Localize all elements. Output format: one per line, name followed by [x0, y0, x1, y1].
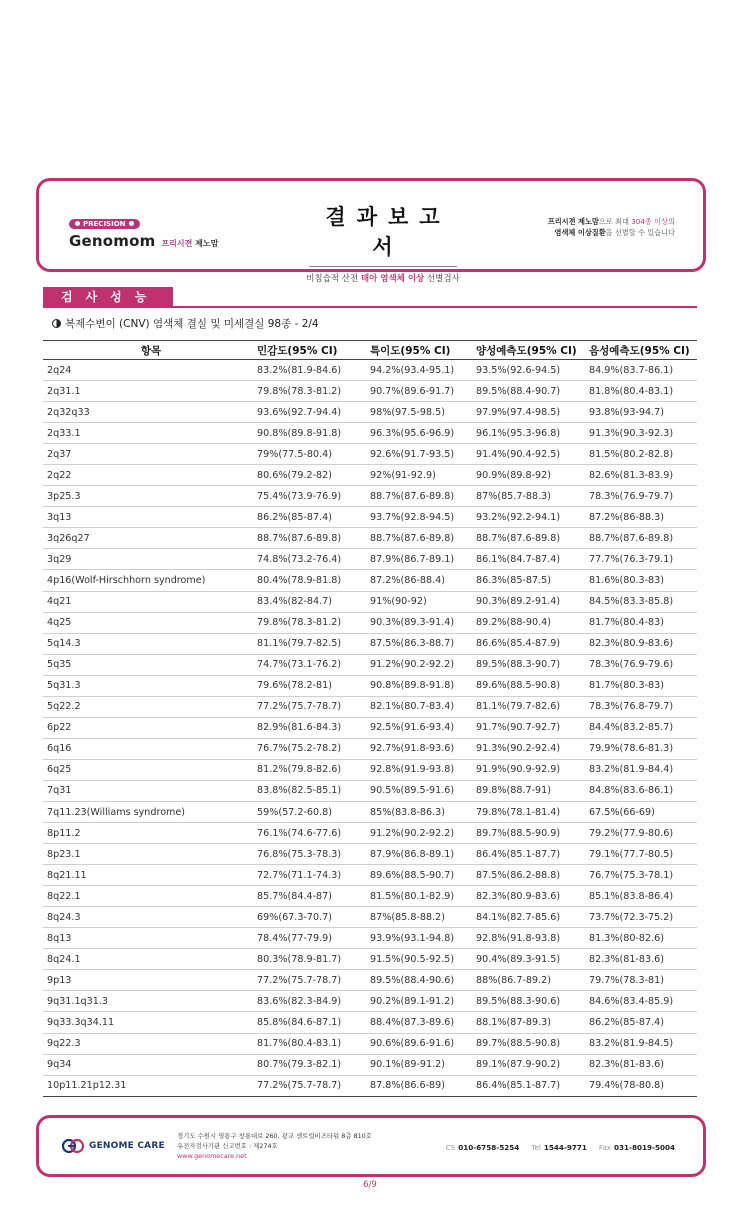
- row-ppv: 91.7%(90.7-92.7): [474, 717, 587, 738]
- table-row: [43, 591, 697, 612]
- row-ppv: 89.5%(88.3-90.6): [474, 991, 587, 1012]
- badge-dot-icon: [129, 221, 134, 226]
- row-specificity: 91.2%(90.2-92.2): [368, 654, 474, 675]
- row-ppv: 89.6%(88.5-90.8): [474, 675, 587, 696]
- row-ppv: 82.3%(80.9-83.6): [474, 886, 587, 907]
- row-specificity: 87.8%(86.6-89): [368, 1075, 474, 1096]
- row-ppv: 90.3%(89.2-91.4): [474, 591, 587, 612]
- row-sensitivity: 81.1%(79.7-82.5): [255, 633, 368, 654]
- precision-badge: [69, 219, 140, 229]
- row-sensitivity: 72.7%(71.1-74.3): [255, 865, 368, 886]
- contact-info: [446, 1143, 675, 1152]
- company-name: GENOME CARE: [89, 1141, 165, 1151]
- row-specificity: 81.5%(80.1-82.9): [368, 886, 474, 907]
- row-specificity: 90.5%(89.5-91.6): [368, 780, 474, 801]
- row-item: 2q33.1: [43, 423, 255, 444]
- row-specificity: 91%(90-92): [368, 591, 474, 612]
- row-item: 4q25: [43, 612, 255, 633]
- row-npv: 84.8%(83.6-86.1): [587, 780, 697, 801]
- row-specificity: 85%(83.8-86.3): [368, 801, 474, 822]
- cs-contact: CS 010-6758-5254: [445, 1143, 520, 1152]
- table-row: [43, 1054, 697, 1075]
- row-ppv: 90.4%(89.3-91.5): [474, 949, 587, 970]
- row-ppv: 84.1%(82.7-85.6): [474, 907, 587, 928]
- section-tag: 검사성능: [43, 287, 173, 307]
- table-row: [43, 612, 697, 633]
- table-row: [43, 696, 697, 717]
- row-item: 9q33.3q34.11: [43, 1012, 255, 1033]
- row-npv: 81.7%(80.3-83): [587, 675, 697, 696]
- table-row: [43, 738, 697, 759]
- row-specificity: 92.7%(91.8-93.6): [368, 738, 474, 759]
- page-number: 6/9: [363, 1180, 377, 1190]
- row-item: 9q22.3: [43, 1033, 255, 1054]
- row-specificity: 98%(97.5-98.5): [368, 402, 474, 423]
- row-specificity: 93.7%(92.8-94.5): [368, 507, 474, 528]
- row-npv: 79.4%(78-80.8): [587, 1075, 697, 1096]
- row-item: 3p25.3: [43, 486, 255, 507]
- row-ppv: 86.1%(84.7-87.4): [474, 549, 587, 570]
- row-ppv: 87%(85.7-88.3): [474, 486, 587, 507]
- row-specificity: 90.1%(89-91.2): [368, 1054, 474, 1075]
- row-specificity: 88.7%(87.6-89.8): [368, 486, 474, 507]
- row-specificity: 87.2%(86-88.4): [368, 570, 474, 591]
- table-row: [43, 1033, 697, 1054]
- row-specificity: 89.6%(88.5-90.7): [368, 865, 474, 886]
- row-ppv: 91.9%(90.9-92.9): [474, 759, 587, 780]
- row-ppv: 86.4%(85.1-87.7): [474, 844, 587, 865]
- report-footer: [36, 1115, 706, 1177]
- row-sensitivity: 83.4%(82-84.7): [255, 591, 368, 612]
- table-row: [43, 928, 697, 949]
- row-item: 9q34: [43, 1054, 255, 1075]
- website-link[interactable]: www.genomecare.net: [177, 1152, 247, 1160]
- row-npv: 84.9%(83.7-86.1): [587, 360, 697, 381]
- row-ppv: 87.5%(86.2-88.8): [474, 865, 587, 886]
- logo-wordmark: Genomom: [69, 232, 156, 250]
- row-sensitivity: 81.7%(80.4-83.1): [255, 1033, 368, 1054]
- table-row: [43, 1012, 697, 1033]
- license-line: 유전자검사기관 신고번호 : 제274호: [177, 1142, 278, 1150]
- row-ppv: 89.1%(87.9-90.2): [474, 1054, 587, 1075]
- row-npv: 86.2%(85-87.4): [587, 1012, 697, 1033]
- row-ppv: 88.7%(87.6-89.8): [474, 528, 587, 549]
- row-item: 8p23.1: [43, 844, 255, 865]
- table-row: [43, 423, 697, 444]
- row-npv: 83.2%(81.9-84.5): [587, 1033, 697, 1054]
- row-ppv: 86.6%(85.4-87.9): [474, 633, 587, 654]
- row-specificity: 90.6%(89.6-91.6): [368, 1033, 474, 1054]
- table-row: [43, 823, 697, 844]
- row-item: 3q26q27: [43, 528, 255, 549]
- row-npv: 85.1%(83.8-86.4): [587, 886, 697, 907]
- row-ppv: 89.2%(88-90.4): [474, 612, 587, 633]
- address-line: 경기도 수원시 영통구 창룡대로 260, 광교 센트럴비즈타워 8층 810호: [177, 1132, 372, 1140]
- col-header-specificity: 특이도(95% CI): [368, 341, 474, 360]
- genomecare-logo: [61, 1138, 165, 1154]
- row-sensitivity: 93.6%(92.7-94.4): [255, 402, 368, 423]
- report-title-block: [301, 201, 465, 284]
- col-header-item: 항목: [43, 341, 255, 360]
- row-npv: 79.7%(78.3-81): [587, 970, 697, 991]
- row-item: 5q14.3: [43, 633, 255, 654]
- row-item: 2q24: [43, 360, 255, 381]
- table-row: [43, 907, 697, 928]
- table-row: [43, 654, 697, 675]
- table-row: [43, 717, 697, 738]
- table-row: [43, 949, 697, 970]
- row-specificity: 90.7%(89.6-91.7): [368, 381, 474, 402]
- row-sensitivity: 83.6%(82.3-84.9): [255, 991, 368, 1012]
- row-npv: 81.3%(80-82.6): [587, 928, 697, 949]
- row-npv: 82.3%(81-83.6): [587, 1054, 697, 1075]
- row-npv: 84.5%(83.3-85.8): [587, 591, 697, 612]
- table-row: [43, 507, 697, 528]
- row-specificity: 96.3%(95.6-96.9): [368, 423, 474, 444]
- row-sensitivity: 79.6%(78.2-81): [255, 675, 368, 696]
- row-ppv: 79.8%(78.1-81.4): [474, 801, 587, 822]
- row-sensitivity: 76.1%(74.6-77.6): [255, 823, 368, 844]
- row-ppv: 86.4%(85.1-87.7): [474, 1075, 587, 1096]
- row-item: 7q11.23(Williams syndrome): [43, 801, 255, 822]
- row-ppv: 88%(86.7-89.2): [474, 970, 587, 991]
- table-row: [43, 675, 697, 696]
- table-row: [43, 549, 697, 570]
- row-ppv: 89.5%(88.4-90.7): [474, 381, 587, 402]
- table-row: [43, 381, 697, 402]
- row-sensitivity: 79%(77.5-80.4): [255, 444, 368, 465]
- row-npv: 93.8%(93-94.7): [587, 402, 697, 423]
- row-item: 8q22.1: [43, 886, 255, 907]
- col-header-npv: 음성예측도(95% CI): [587, 341, 697, 360]
- row-specificity: 92.8%(91.9-93.8): [368, 759, 474, 780]
- row-sensitivity: 80.3%(78.9-81.7): [255, 949, 368, 970]
- row-npv: 79.9%(78.6-81.3): [587, 738, 697, 759]
- report-header: [36, 178, 706, 284]
- table-row: [43, 528, 697, 549]
- row-item: 8q21.11: [43, 865, 255, 886]
- row-npv: 87.2%(86-88.3): [587, 507, 697, 528]
- row-npv: 81.8%(80.4-83.1): [587, 381, 697, 402]
- col-header-sensitivity: 민감도(95% CI): [255, 341, 368, 360]
- row-item: 3q29: [43, 549, 255, 570]
- row-sensitivity: 74.7%(73.1-76.2): [255, 654, 368, 675]
- row-ppv: 81.1%(79.7-82.6): [474, 696, 587, 717]
- row-sensitivity: 85.8%(84.6-87.1): [255, 1012, 368, 1033]
- row-sensitivity: 76.7%(75.2-78.2): [255, 738, 368, 759]
- row-npv: 79.1%(77.7-80.5): [587, 844, 697, 865]
- table-header-row: [43, 341, 697, 360]
- col-header-ppv: 양성예측도(95% CI): [474, 341, 587, 360]
- performance-table: [43, 340, 697, 1097]
- row-ppv: 88.1%(87-89.3): [474, 1012, 587, 1033]
- row-ppv: 92.8%(91.8-93.8): [474, 928, 587, 949]
- row-ppv: 89.5%(88.3-90.7): [474, 654, 587, 675]
- row-item: 5q35: [43, 654, 255, 675]
- row-sensitivity: 88.7%(87.6-89.8): [255, 528, 368, 549]
- row-specificity: 91.5%(90.5-92.5): [368, 949, 474, 970]
- row-specificity: 90.8%(89.8-91.8): [368, 675, 474, 696]
- row-ppv: 91.4%(90.4-92.5): [474, 444, 587, 465]
- table-row: [43, 1075, 697, 1096]
- row-sensitivity: 83.8%(82.5-85.1): [255, 780, 368, 801]
- row-npv: 78.3%(76.8-79.7): [587, 696, 697, 717]
- row-specificity: 92%(91-92.9): [368, 465, 474, 486]
- row-ppv: 86.3%(85-87.5): [474, 570, 587, 591]
- row-npv: 81.6%(80.3-83): [587, 570, 697, 591]
- precision-label: PRECISION: [83, 219, 126, 228]
- row-npv: 67.5%(66-69): [587, 801, 697, 822]
- row-specificity: 93.9%(93.1-94.8): [368, 928, 474, 949]
- row-ppv: 89.7%(88.5-90.8): [474, 1033, 587, 1054]
- row-npv: 73.7%(72.3-75.2): [587, 907, 697, 928]
- row-item: 4p16(Wolf-Hirschhorn syndrome): [43, 570, 255, 591]
- row-item: 5q31.3: [43, 675, 255, 696]
- row-item: 6p22: [43, 717, 255, 738]
- row-sensitivity: 85.7%(84.4-87): [255, 886, 368, 907]
- row-specificity: 90.2%(89.1-91.2): [368, 991, 474, 1012]
- row-item: 9p13: [43, 970, 255, 991]
- genomom-logo: [69, 211, 218, 250]
- row-item: 5q22.2: [43, 696, 255, 717]
- row-item: 2q37: [43, 444, 255, 465]
- row-item: 10p11.21p12.31: [43, 1075, 255, 1096]
- row-ppv: 89.7%(88.5-90.9): [474, 823, 587, 844]
- row-specificity: 82.1%(80.7-83.4): [368, 696, 474, 717]
- row-npv: 76.7%(75.3-78.1): [587, 865, 697, 886]
- report-title: 결과보고서: [325, 205, 451, 259]
- row-specificity: 87%(85.8-88.2): [368, 907, 474, 928]
- table-row: [43, 465, 697, 486]
- row-sensitivity: 83.2%(81.9-84.6): [255, 360, 368, 381]
- table-row: [43, 970, 697, 991]
- table-caption: [52, 316, 319, 331]
- row-sensitivity: 78.4%(77-79.9): [255, 928, 368, 949]
- row-ppv: 93.2%(92.2-94.1): [474, 507, 587, 528]
- row-sensitivity: 74.8%(73.2-76.4): [255, 549, 368, 570]
- row-specificity: 90.3%(89.3-91.4): [368, 612, 474, 633]
- tel-contact: Tel 1544-9771: [531, 1143, 587, 1152]
- row-sensitivity: 77.2%(75.7-78.7): [255, 696, 368, 717]
- row-npv: 81.5%(80.2-82.8): [587, 444, 697, 465]
- row-npv: 79.2%(77.9-80.6): [587, 823, 697, 844]
- table-row: [43, 759, 697, 780]
- row-sensitivity: 80.6%(79.2-82): [255, 465, 368, 486]
- row-ppv: 90.9%(89.8-92): [474, 465, 587, 486]
- row-specificity: 87.5%(86.3-88.7): [368, 633, 474, 654]
- table-row: [43, 444, 697, 465]
- row-npv: 78.3%(76.9-79.6): [587, 654, 697, 675]
- row-sensitivity: 82.9%(81.6-84.3): [255, 717, 368, 738]
- row-ppv: 89.8%(88.7-91): [474, 780, 587, 801]
- table-row: [43, 844, 697, 865]
- badge-dot-icon: [75, 221, 80, 226]
- table-row: [43, 991, 697, 1012]
- row-item: 7q31: [43, 780, 255, 801]
- row-specificity: 92.6%(91.7-93.5): [368, 444, 474, 465]
- row-sensitivity: 77.2%(75.7-78.7): [255, 970, 368, 991]
- row-sensitivity: 59%(57.2-60.8): [255, 801, 368, 822]
- row-npv: 88.7%(87.6-89.8): [587, 528, 697, 549]
- report-subtitle: 비침습적 산전 태아 염색체 이상 선별검사: [306, 274, 460, 284]
- row-item: 8p11.2: [43, 823, 255, 844]
- table-row: [43, 780, 697, 801]
- table-row: [43, 360, 697, 381]
- row-item: 2q32q33: [43, 402, 255, 423]
- row-npv: 78.3%(76.9-79.7): [587, 486, 697, 507]
- row-ppv: 93.5%(92.6-94.5): [474, 360, 587, 381]
- row-item: 2q31.1: [43, 381, 255, 402]
- row-npv: 82.6%(81.3-83.9): [587, 465, 697, 486]
- logo-subtitle: 프리시젼 제노맘: [161, 239, 219, 248]
- row-sensitivity: 81.2%(79.8-82.6): [255, 759, 368, 780]
- row-sensitivity: 79.8%(78.3-81.2): [255, 612, 368, 633]
- row-npv: 82.3%(80.9-83.6): [587, 633, 697, 654]
- table-row: [43, 402, 697, 423]
- row-item: 2q22: [43, 465, 255, 486]
- table-row: [43, 633, 697, 654]
- row-specificity: 88.4%(87.3-89.6): [368, 1012, 474, 1033]
- row-specificity: 89.5%(88.4-90.6): [368, 970, 474, 991]
- row-sensitivity: 80.7%(79.3-82.1): [255, 1054, 368, 1075]
- row-sensitivity: 80.4%(78.9-81.8): [255, 570, 368, 591]
- genomecare-mark-icon: [61, 1138, 85, 1154]
- half-circle-icon: [52, 319, 61, 328]
- row-specificity: 94.2%(93.4-95.1): [368, 360, 474, 381]
- row-ppv: 96.1%(95.3-96.8): [474, 423, 587, 444]
- row-sensitivity: 79.8%(78.3-81.2): [255, 381, 368, 402]
- row-npv: 77.7%(76.3-79.1): [587, 549, 697, 570]
- row-specificity: 87.9%(86.8-89.1): [368, 844, 474, 865]
- row-item: 8q24.3: [43, 907, 255, 928]
- table-row: [43, 801, 697, 822]
- row-item: 3q13: [43, 507, 255, 528]
- table-row: [43, 886, 697, 907]
- row-npv: 91.3%(90.3-92.3): [587, 423, 697, 444]
- row-npv: 84.6%(83.4-85.9): [587, 991, 697, 1012]
- row-ppv: 97.9%(97.4-98.5): [474, 402, 587, 423]
- row-sensitivity: 86.2%(85-87.4): [255, 507, 368, 528]
- fax-contact: Fax 031-8019-5004: [598, 1143, 675, 1152]
- row-npv: 84.4%(83.2-85.7): [587, 717, 697, 738]
- row-sensitivity: 77.2%(75.7-78.7): [255, 1075, 368, 1096]
- table-row: [43, 865, 697, 886]
- row-sensitivity: 75.4%(73.9-76.9): [255, 486, 368, 507]
- row-specificity: 91.2%(90.2-92.2): [368, 823, 474, 844]
- row-specificity: 88.7%(87.6-89.8): [368, 528, 474, 549]
- section-divider: [43, 306, 697, 308]
- row-npv: 82.3%(81-83.6): [587, 949, 697, 970]
- row-sensitivity: 90.8%(89.8-91.8): [255, 423, 368, 444]
- row-item: 8q24.1: [43, 949, 255, 970]
- row-item: 9q31.1q31.3: [43, 991, 255, 1012]
- row-sensitivity: 69%(67.3-70.7): [255, 907, 368, 928]
- row-specificity: 92.5%(91.6-93.4): [368, 717, 474, 738]
- row-item: 6q16: [43, 738, 255, 759]
- company-address: [177, 1131, 372, 1161]
- row-specificity: 87.9%(86.7-89.1): [368, 549, 474, 570]
- title-divider: [309, 266, 457, 267]
- row-npv: 83.2%(81.9-84.4): [587, 759, 697, 780]
- row-ppv: 91.3%(90.2-92.4): [474, 738, 587, 759]
- table-row: [43, 486, 697, 507]
- row-npv: 81.7%(80.4-83): [587, 612, 697, 633]
- table-row: [43, 570, 697, 591]
- row-item: 8q13: [43, 928, 255, 949]
- row-item: 4q21: [43, 591, 255, 612]
- table-caption-text: 복제수변이 (CNV) 염색체 결실 및 미세결실 98종 - 2/4: [65, 318, 319, 330]
- row-item: 6q25: [43, 759, 255, 780]
- row-sensitivity: 76.8%(75.3-78.3): [255, 844, 368, 865]
- promo-text: 프리시젼 제노맘으로 최대 304종 이상의 염색체 이상질환을 선별할 수 있습니다: [547, 217, 675, 237]
